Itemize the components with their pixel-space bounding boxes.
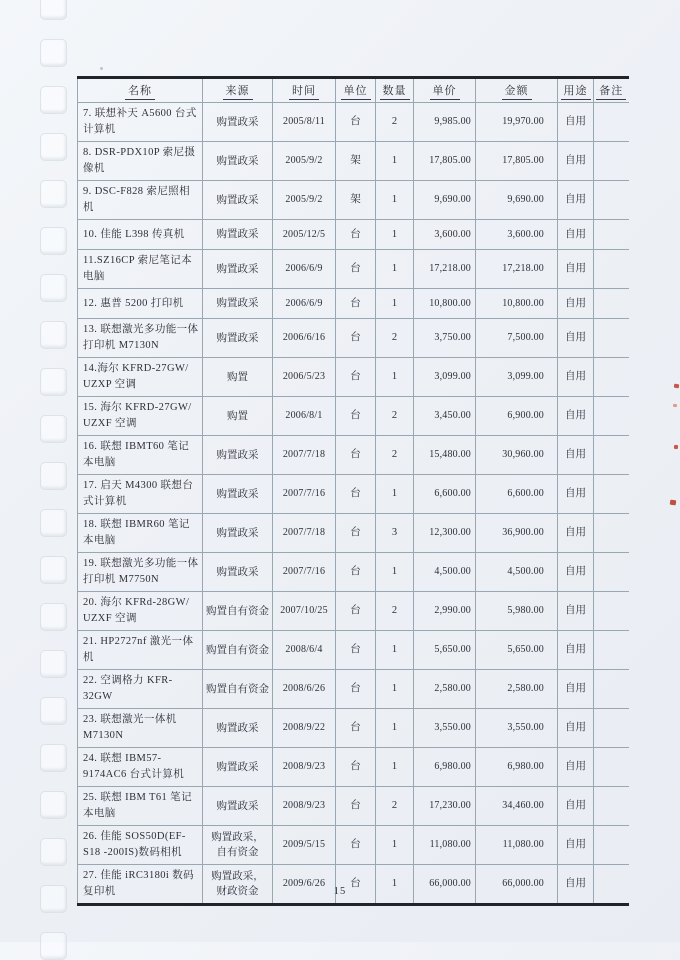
cell-unit: 台 <box>336 289 376 319</box>
cell-name: 16. 联想 IBMT60 笔记本电脑 <box>78 436 203 475</box>
cell-note <box>594 826 629 865</box>
header-cell-amount <box>476 78 558 103</box>
table-row <box>78 250 629 289</box>
cell-name: 7. 联想补天 A5600 台式计算机 <box>78 103 203 142</box>
cell-name: 19. 联想激光多功能一体打印机 M7750N <box>78 553 203 592</box>
cell-use: 自用 <box>558 358 594 397</box>
cell-unit: 台 <box>336 787 376 826</box>
cell-qty: 1 <box>376 250 414 289</box>
binding-hole <box>40 321 67 349</box>
cell-note <box>594 787 629 826</box>
cell-note <box>594 592 629 631</box>
cell-price: 3,550.00 <box>414 709 476 748</box>
cell-unit: 台 <box>336 220 376 250</box>
binding-hole <box>40 838 67 866</box>
cell-use: 自用 <box>558 826 594 865</box>
cell-name: 8. DSR-PDX10P 索尼摄像机 <box>78 142 203 181</box>
cell-price: 5,650.00 <box>414 631 476 670</box>
cell-time: 2008/6/4 <box>273 631 336 670</box>
cell-amount: 4,500.00 <box>476 553 558 592</box>
cell-qty: 1 <box>376 631 414 670</box>
header-cell-qty <box>376 78 414 103</box>
cell-source: 购置政采 <box>203 787 273 826</box>
cell-price: 6,980.00 <box>414 748 476 787</box>
cell-unit: 台 <box>336 709 376 748</box>
cell-name: 11.SZ16CP 索尼笔记本电脑 <box>78 250 203 289</box>
cell-price: 9,690.00 <box>414 181 476 220</box>
cell-source: 购置政采 <box>203 220 273 250</box>
cell-source: 购置政采 <box>203 319 273 358</box>
cell-price: 12,300.00 <box>414 514 476 553</box>
cell-time: 2006/8/1 <box>273 397 336 436</box>
cell-time: 2005/8/11 <box>273 103 336 142</box>
cell-unit: 架 <box>336 181 376 220</box>
table-row <box>78 181 629 220</box>
header-cell-unit <box>336 78 376 103</box>
cell-amount: 5,980.00 <box>476 592 558 631</box>
cell-note <box>594 103 629 142</box>
cell-unit: 台 <box>336 319 376 358</box>
cell-time: 2007/7/16 <box>273 553 336 592</box>
cell-time: 2008/9/23 <box>273 787 336 826</box>
cell-note <box>594 220 629 250</box>
cell-source: 购置自有资金 <box>203 631 273 670</box>
cell-name: 21. HP2727nf 激光一体机 <box>78 631 203 670</box>
cell-note <box>594 670 629 709</box>
cell-use: 自用 <box>558 670 594 709</box>
cell-use: 自用 <box>558 103 594 142</box>
cell-note <box>594 475 629 514</box>
cell-qty: 1 <box>376 289 414 319</box>
cell-amount: 10,800.00 <box>476 289 558 319</box>
cell-amount: 7,500.00 <box>476 319 558 358</box>
binding-hole <box>40 462 67 490</box>
cell-qty: 1 <box>376 142 414 181</box>
table-row <box>78 397 629 436</box>
cell-amount: 3,600.00 <box>476 220 558 250</box>
cell-price: 4,500.00 <box>414 553 476 592</box>
cell-name: 14.海尔 KFRD-27GW/ UZXP 空调 <box>78 358 203 397</box>
header-cell-name <box>78 78 203 103</box>
cell-use: 自用 <box>558 709 594 748</box>
binding-hole <box>40 368 67 396</box>
cell-name: 9. DSC-F828 索尼照相机 <box>78 181 203 220</box>
binding-hole <box>40 39 67 67</box>
red-mark <box>673 404 677 408</box>
cell-unit: 台 <box>336 670 376 709</box>
header-label: 名称 <box>125 82 155 100</box>
cell-unit: 台 <box>336 475 376 514</box>
table-row <box>78 319 629 358</box>
cell-time: 2006/6/9 <box>273 250 336 289</box>
cell-time: 2006/6/9 <box>273 289 336 319</box>
cell-name: 24. 联想 IBM57-9174AC6 台式计算机 <box>78 748 203 787</box>
cell-unit: 台 <box>336 250 376 289</box>
binding-hole <box>40 227 67 255</box>
cell-price: 15,480.00 <box>414 436 476 475</box>
red-mark <box>674 384 680 389</box>
cell-price: 17,230.00 <box>414 787 476 826</box>
table-row <box>78 592 629 631</box>
cell-use: 自用 <box>558 631 594 670</box>
cell-note <box>594 181 629 220</box>
cell-name: 12. 惠普 5200 打印机 <box>78 289 203 319</box>
cell-use: 自用 <box>558 181 594 220</box>
cell-amount: 3,099.00 <box>476 358 558 397</box>
cell-amount: 36,900.00 <box>476 514 558 553</box>
cell-source: 购置政采 <box>203 553 273 592</box>
cell-amount: 6,900.00 <box>476 397 558 436</box>
header-label: 金额 <box>502 82 532 100</box>
cell-name: 13. 联想激光多功能一体打印机 M7130N <box>78 319 203 358</box>
cell-qty: 1 <box>376 553 414 592</box>
cell-unit: 台 <box>336 514 376 553</box>
cell-unit: 台 <box>336 436 376 475</box>
cell-time: 2008/9/22 <box>273 709 336 748</box>
cell-note <box>594 289 629 319</box>
cell-qty: 2 <box>376 592 414 631</box>
cell-source: 购置政采 <box>203 250 273 289</box>
cell-use: 自用 <box>558 436 594 475</box>
header-cell-note <box>594 78 629 103</box>
cell-name: 17. 启天 M4300 联想台式计算机 <box>78 475 203 514</box>
binding-hole <box>40 697 67 725</box>
cell-source: 购置自有资金 <box>203 592 273 631</box>
table-row <box>78 865 629 905</box>
binding-hole <box>40 603 67 631</box>
table-row <box>78 748 629 787</box>
red-mark <box>670 500 677 506</box>
cell-source: 购置政采 <box>203 514 273 553</box>
cell-unit: 台 <box>336 358 376 397</box>
cell-time: 2005/9/2 <box>273 142 336 181</box>
cell-unit: 台 <box>336 592 376 631</box>
cell-source: 购置 <box>203 397 273 436</box>
paper-speck <box>100 67 103 70</box>
cell-name: 15. 海尔 KFRD-27GW/ UZXF 空调 <box>78 397 203 436</box>
header-cell-time <box>273 78 336 103</box>
cell-note <box>594 250 629 289</box>
table-row <box>78 514 629 553</box>
cell-use: 自用 <box>558 319 594 358</box>
cell-time: 2008/9/23 <box>273 748 336 787</box>
cell-amount: 5,650.00 <box>476 631 558 670</box>
cell-note <box>594 358 629 397</box>
binding-hole <box>40 274 67 302</box>
binding-hole <box>40 0 67 20</box>
cell-note <box>594 142 629 181</box>
header-label: 单价 <box>430 82 460 100</box>
red-mark <box>674 445 679 450</box>
cell-source: 购置自有资金 <box>203 670 273 709</box>
cell-note <box>594 436 629 475</box>
cell-qty: 1 <box>376 220 414 250</box>
cell-use: 自用 <box>558 553 594 592</box>
table-row <box>78 709 629 748</box>
cell-qty: 1 <box>376 826 414 865</box>
cell-time: 2006/6/16 <box>273 319 336 358</box>
cell-qty: 1 <box>376 358 414 397</box>
header-cell-price <box>414 78 476 103</box>
binding-hole <box>40 415 67 443</box>
cell-amount: 34,460.00 <box>476 787 558 826</box>
header-label: 备注 <box>596 82 626 100</box>
cell-note <box>594 514 629 553</box>
header-label: 来源 <box>223 82 253 100</box>
cell-note <box>594 397 629 436</box>
cell-name: 18. 联想 IBMR60 笔记本电脑 <box>78 514 203 553</box>
cell-unit: 台 <box>336 748 376 787</box>
cell-source: 购置政采， 自有资金 <box>203 826 273 865</box>
cell-use: 自用 <box>558 220 594 250</box>
cell-qty: 1 <box>376 670 414 709</box>
header-label: 数量 <box>380 82 410 100</box>
cell-price: 3,099.00 <box>414 358 476 397</box>
cell-amount: 6,980.00 <box>476 748 558 787</box>
cell-time: 2007/7/18 <box>273 436 336 475</box>
cell-use: 自用 <box>558 514 594 553</box>
cell-use: 自用 <box>558 865 594 905</box>
cell-qty: 1 <box>376 181 414 220</box>
cell-source: 购置政采， 财政资金 <box>203 865 273 905</box>
table-header-row <box>78 78 629 103</box>
cell-amount: 66,000.00 <box>476 865 558 905</box>
cell-price: 10,800.00 <box>414 289 476 319</box>
cell-note <box>594 748 629 787</box>
cell-price: 2,580.00 <box>414 670 476 709</box>
cell-time: 2006/5/23 <box>273 358 336 397</box>
binding-hole <box>40 86 67 114</box>
cell-source: 购置政采 <box>203 436 273 475</box>
cell-price: 3,750.00 <box>414 319 476 358</box>
cell-time: 2009/6/26 <box>273 865 336 905</box>
cell-qty: 1 <box>376 748 414 787</box>
asset-inventory-table <box>77 76 629 906</box>
binding-hole <box>40 791 67 819</box>
cell-amount: 30,960.00 <box>476 436 558 475</box>
cell-unit: 台 <box>336 631 376 670</box>
header-label: 用途 <box>561 82 591 100</box>
cell-note <box>594 319 629 358</box>
binding-hole <box>40 180 67 208</box>
cell-name: 26. 佳能 SOS50D(EF-S18 -200IS)数码相机 <box>78 826 203 865</box>
binding-hole <box>40 133 67 161</box>
cell-note <box>594 631 629 670</box>
binding-holes <box>0 0 80 942</box>
cell-price: 3,600.00 <box>414 220 476 250</box>
table-row <box>78 220 629 250</box>
cell-use: 自用 <box>558 250 594 289</box>
cell-note <box>594 865 629 905</box>
cell-time: 2009/5/15 <box>273 826 336 865</box>
cell-note <box>594 553 629 592</box>
cell-name: 23. 联想激光一体机 M7130N <box>78 709 203 748</box>
cell-time: 2007/7/18 <box>273 514 336 553</box>
cell-use: 自用 <box>558 142 594 181</box>
table-row <box>78 826 629 865</box>
cell-unit: 架 <box>336 142 376 181</box>
cell-price: 6,600.00 <box>414 475 476 514</box>
cell-amount: 11,080.00 <box>476 826 558 865</box>
table-row <box>78 475 629 514</box>
cell-amount: 17,805.00 <box>476 142 558 181</box>
cell-unit: 台 <box>336 397 376 436</box>
table-body <box>78 103 629 905</box>
table-row <box>78 436 629 475</box>
cell-source: 购置政采 <box>203 142 273 181</box>
cell-source: 购置政采 <box>203 289 273 319</box>
cell-qty: 2 <box>376 103 414 142</box>
table-row <box>78 142 629 181</box>
binding-hole <box>40 556 67 584</box>
cell-time: 2005/9/2 <box>273 181 336 220</box>
cell-use: 自用 <box>558 787 594 826</box>
cell-qty: 1 <box>376 709 414 748</box>
table-row <box>78 631 629 670</box>
cell-name: 27. 佳能 iRC3180i 数码复印机 <box>78 865 203 905</box>
header-label: 单位 <box>341 82 371 100</box>
cell-name: 25. 联想 IBM T61 笔记本电脑 <box>78 787 203 826</box>
cell-amount: 19,970.00 <box>476 103 558 142</box>
table-row <box>78 787 629 826</box>
cell-name: 22. 空调格力 KFR-32GW <box>78 670 203 709</box>
cell-unit: 台 <box>336 865 376 905</box>
header-cell-use <box>558 78 594 103</box>
cell-price: 2,990.00 <box>414 592 476 631</box>
table-row <box>78 358 629 397</box>
cell-time: 2005/12/5 <box>273 220 336 250</box>
binding-hole <box>40 932 67 960</box>
cell-price: 17,218.00 <box>414 250 476 289</box>
cell-use: 自用 <box>558 748 594 787</box>
cell-price: 9,985.00 <box>414 103 476 142</box>
cell-name: 10. 佳能 L398 传真机 <box>78 220 203 250</box>
cell-price: 17,805.00 <box>414 142 476 181</box>
cell-price: 3,450.00 <box>414 397 476 436</box>
cell-use: 自用 <box>558 289 594 319</box>
cell-price: 66,000.00 <box>414 865 476 905</box>
cell-amount: 6,600.00 <box>476 475 558 514</box>
cell-source: 购置政采 <box>203 709 273 748</box>
header-label: 时间 <box>289 82 319 100</box>
cell-qty: 2 <box>376 319 414 358</box>
binding-hole <box>40 650 67 678</box>
cell-amount: 9,690.00 <box>476 181 558 220</box>
cell-qty: 2 <box>376 787 414 826</box>
cell-source: 购置政采 <box>203 748 273 787</box>
cell-unit: 台 <box>336 553 376 592</box>
header-cell-source <box>203 78 273 103</box>
cell-use: 自用 <box>558 592 594 631</box>
cell-source: 购置政采 <box>203 103 273 142</box>
cell-amount: 2,580.00 <box>476 670 558 709</box>
cell-unit: 台 <box>336 103 376 142</box>
cell-unit: 台 <box>336 826 376 865</box>
table-row <box>78 103 629 142</box>
cell-use: 自用 <box>558 397 594 436</box>
page-number: 15 <box>333 886 347 897</box>
cell-time: 2007/10/25 <box>273 592 336 631</box>
cell-name: 20. 海尔 KFRd-28GW/ UZXF 空调 <box>78 592 203 631</box>
cell-source: 购置 <box>203 358 273 397</box>
cell-qty: 1 <box>376 865 414 905</box>
cell-qty: 3 <box>376 514 414 553</box>
cell-amount: 17,218.00 <box>476 250 558 289</box>
table-row <box>78 553 629 592</box>
cell-qty: 2 <box>376 397 414 436</box>
table-row <box>78 289 629 319</box>
cell-note <box>594 709 629 748</box>
cell-price: 11,080.00 <box>414 826 476 865</box>
cell-source: 购置政采 <box>203 181 273 220</box>
cell-time: 2007/7/16 <box>273 475 336 514</box>
cell-qty: 2 <box>376 436 414 475</box>
binding-hole <box>40 744 67 772</box>
binding-hole <box>40 509 67 537</box>
cell-use: 自用 <box>558 475 594 514</box>
cell-qty: 1 <box>376 475 414 514</box>
cell-amount: 3,550.00 <box>476 709 558 748</box>
table-row <box>78 670 629 709</box>
cell-source: 购置政采 <box>203 475 273 514</box>
cell-time: 2008/6/26 <box>273 670 336 709</box>
